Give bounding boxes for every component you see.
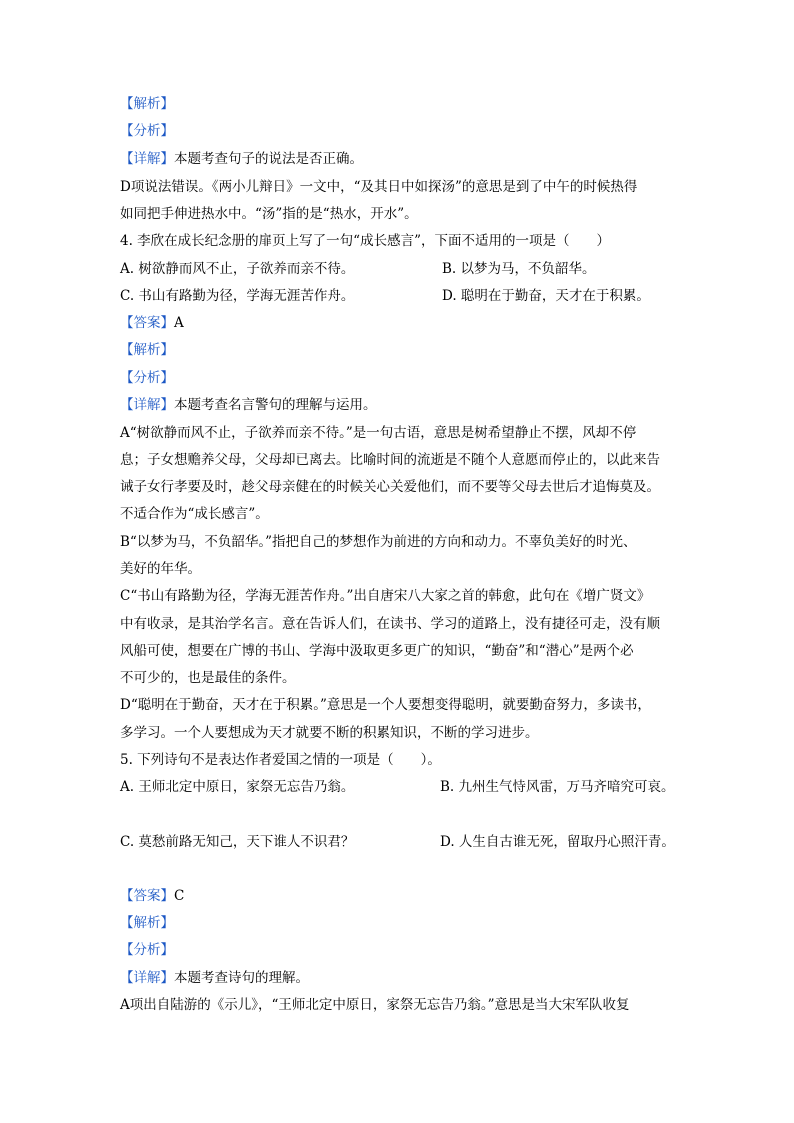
q4-option-d: D. 聪明在于勤奋，天才在于积累。 (442, 288, 650, 304)
explanation-line: 多学习。一个人要想成为天才就要不断的积累知识，不断的学习进步。 (120, 725, 539, 741)
q5-answer: C (174, 888, 185, 904)
explanation-line: A“树欲静而风不止，子欲养而亲不待。”是一句古语，意思是树希望静止不摆，风却不停 (120, 425, 637, 441)
xiangjie-text: 本题考查诗句的理解。 (174, 970, 309, 986)
question-5-stem: 5. 下列诗句不是表达作者爱国之情的一项是（ ）。 (120, 752, 441, 768)
q5-option-a: A. 王师北定中原日，家祭无忘告乃翁。 (120, 779, 355, 795)
tag-jiexi: 【解析】 (120, 915, 174, 931)
explanation-line: C“书山有路勤为径，学海无涯苦作舟。”出自唐宋八大家之首的韩愈，此句在《增广贤文》 (120, 588, 651, 604)
tag-daan: 【答案】 (120, 315, 174, 331)
q5-option-b: B. 九州生气恃风雷，万马齐喑究可哀。 (440, 779, 675, 795)
xiangjie-line (120, 395, 377, 415)
q4-answer-line (120, 313, 184, 333)
q4-option-c: C. 书山有路勤为径，学海无涯苦作舟。 (120, 288, 355, 304)
explanation-line: D项说法错误。《两小儿辩日》一文中，“及其日中如探汤”的意思是到了中午的时候热得 (120, 179, 638, 195)
tag-xiangjie: 【详解】 (120, 151, 174, 167)
q5-option-d: D. 人生自古谁无死，留取丹心照汗青。 (440, 834, 675, 850)
explanation-line: D“聪明在于勤奋，天才在于积累。”意思是一个人要想变得聪明，就要勤奋努力，多读书， (120, 697, 651, 713)
explanation-line: 中有收录，是其治学名言。意在告诉人们，在读书、学习的道路上，没有捷径可走，没有顺 (120, 616, 660, 632)
tag-xiangjie: 【详解】 (120, 970, 174, 986)
question-4-stem: 4. 李欣在成长纪念册的扉页上写了一句“成长感言”，下面不适用的一项是（ ） (120, 233, 610, 249)
explanation-line: 息；子女想赡养父母，父母却已离去。比喻时间的流逝是不随个人意愿而停止的，以此来告 (120, 452, 660, 468)
tag-jiexi: 【解析】 (120, 96, 174, 112)
tag-fenxi: 【分析】 (120, 942, 174, 958)
q5-answer-line (120, 886, 184, 906)
q4-option-b: B. 以梦为马，不负韶华。 (442, 261, 596, 277)
explanation-line: 不可少的，也是最佳的条件。 (120, 670, 296, 686)
q4-option-a: A. 树欲静而风不止，子欲养而亲不待。 (120, 261, 355, 277)
explanation-line: 如同把手伸进热水中。“汤”指的是“热水，开水”。 (120, 206, 418, 222)
q4-answer: A (174, 315, 184, 331)
explanation-line: 风船可使，想要在广博的书山、学海中汲取更多更广的知识，“勤奋”和“潜心”是两个必 (120, 643, 634, 659)
explanation-line: 诫子女行孝要及时，趁父母亲健在的时候关心关爱他们，而不要等父母去世后才追悔莫及。 (120, 479, 660, 495)
explanation-line: B“以梦为马，不负韶华。”指把自己的梦想作为前进的方向和动力。不辜负美好的时光、 (120, 534, 637, 550)
tag-xiangjie: 【详解】 (120, 397, 174, 413)
tag-fenxi: 【分析】 (120, 123, 174, 139)
xiangjie-line (120, 968, 309, 988)
tag-jiexi: 【解析】 (120, 342, 174, 358)
q5-option-c: C. 莫愁前路无知己，天下谁人不识君？ (120, 834, 355, 850)
xiangjie-text: 本题考查句子的说法是否正确。 (174, 151, 363, 167)
xiangjie-line (120, 149, 363, 169)
explanation-line: 不适合作为“成长感言”。 (120, 506, 269, 522)
explanation-line: A项出自陆游的《示儿》，“王师北定中原日，家祭无忘告乃翁。”意思是当大宋军队收复 (120, 997, 630, 1013)
xiangjie-text: 本题考查名言警句的理解与运用。 (174, 397, 377, 413)
explanation-line: 美好的年华。 (120, 561, 201, 577)
tag-fenxi: 【分析】 (120, 370, 174, 386)
tag-daan: 【答案】 (120, 888, 174, 904)
